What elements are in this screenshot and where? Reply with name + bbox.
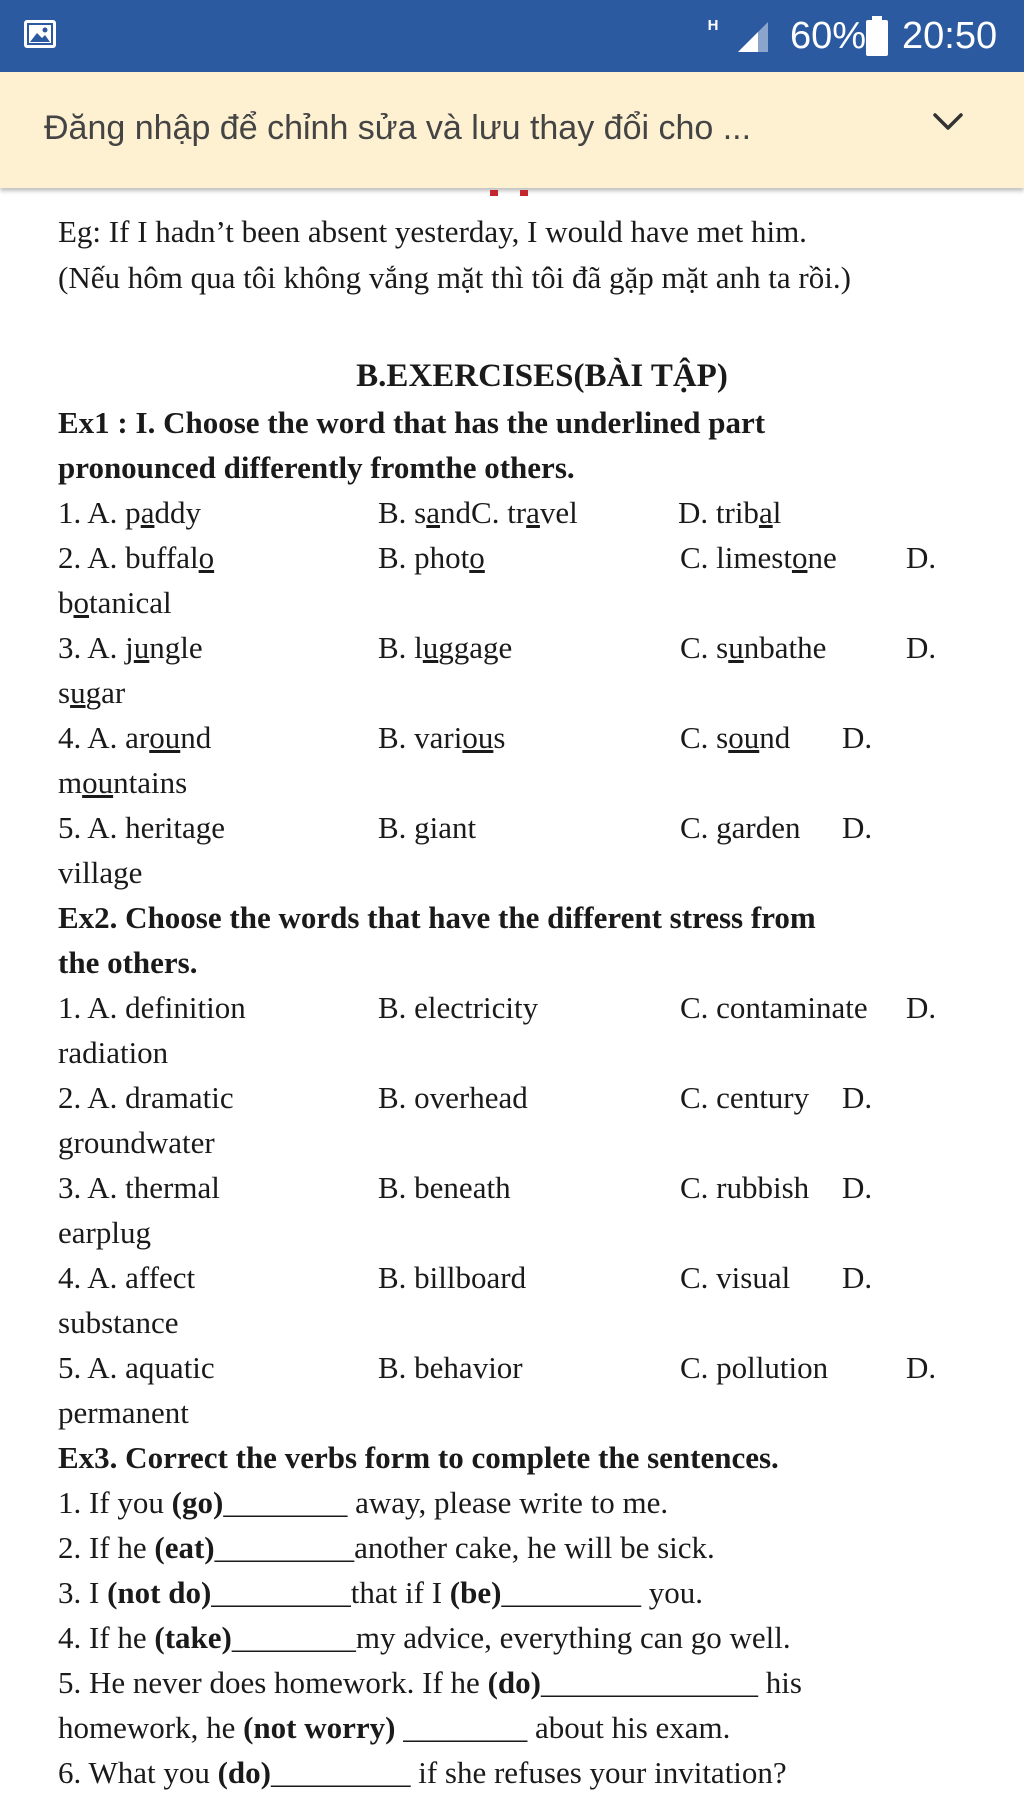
option-d: D.	[842, 810, 873, 845]
ex3-sentence-3: 3. I (not do)_________that if I (be)_________ you.	[58, 1575, 703, 1610]
ex2-question-2-wrap: groundwater	[58, 1125, 215, 1160]
battery-icon	[866, 20, 888, 56]
option-d: D.	[842, 720, 873, 755]
ex3-title: Ex3. Correct the verbs form to complete the sentences.	[58, 1440, 779, 1475]
option-d: D.	[842, 1260, 873, 1295]
clock: 20:50	[902, 15, 998, 57]
status-bar	[0, 0, 1024, 72]
ex2-question-3-wrap: earplug	[58, 1215, 151, 1250]
ex3-sentence-6: 6. What you (do)_________ if she refuses your invitation?	[58, 1755, 787, 1790]
ex1-question-2	[58, 538, 1008, 578]
ex2-question-3	[58, 1168, 1008, 1208]
option-a: 4. A. affect	[58, 1260, 196, 1295]
ex1-question-5-wrap: village	[58, 855, 143, 890]
ex2-title-cont: the others.	[58, 945, 198, 980]
option-a: 2. A. dramatic	[58, 1080, 234, 1115]
ex2-question-5-wrap: permanent	[58, 1395, 189, 1430]
option-c: C. pollution	[680, 1350, 829, 1385]
option-b-c: B. sandC. travel	[378, 495, 578, 530]
login-banner[interactable]	[0, 72, 1024, 188]
ex1-question-3	[58, 628, 1008, 668]
ex1-question-5	[58, 808, 1008, 848]
ex1-question-3-wrap: sugar	[58, 675, 126, 710]
ex3-sentence-1: 1. If you (go)________ away, please write to me.	[58, 1485, 669, 1520]
ex2-question-1	[58, 988, 1008, 1028]
ex1-question-4-wrap: mountains	[58, 765, 188, 800]
option-b: B. behavior	[378, 1350, 523, 1385]
option-d: D.	[906, 540, 937, 575]
option-b: B. overhead	[378, 1080, 528, 1115]
option-a: 1. A. paddy	[58, 495, 201, 530]
ex2-title: Ex2. Choose the words that have the different stress from	[58, 900, 816, 935]
option-d: D. tribal	[678, 495, 782, 530]
example-translation: (Nếu hôm qua tôi không vắng mặt thì tôi đã gặp mặt anh ta rồi.)	[58, 260, 851, 295]
option-c: C. visual	[680, 1260, 791, 1295]
option-d: D.	[906, 990, 937, 1025]
option-b: B. giant	[378, 810, 477, 845]
option-b: B. various	[378, 720, 506, 755]
option-a: 5. A. aquatic	[58, 1350, 215, 1385]
option-b: B. electricity	[378, 990, 539, 1025]
option-c: C. sound	[680, 720, 791, 755]
banner-text: Đăng nhập để chỉnh sửa và lưu thay đổi cho ...	[44, 109, 752, 147]
option-a: 2. A. buffalo	[58, 540, 215, 575]
option-c: C. limestone	[680, 540, 837, 575]
option-c: C. century	[680, 1080, 810, 1115]
option-c: C. contaminate	[680, 990, 868, 1025]
ex3-sentence-5-cont: homework, he (not worry) ________ about his exam.	[58, 1710, 731, 1745]
example-sentence: Eg: If I hadn’t been absent yesterday, I would have met him.	[58, 214, 807, 249]
ex3-sentence-4: 4. If he (take)________my advice, everything can go well.	[58, 1620, 791, 1655]
ex1-title-cont: pronounced differently fromthe others.	[58, 450, 575, 485]
option-d: D.	[906, 630, 937, 665]
gallery-icon	[24, 20, 56, 48]
ex1-question-1	[58, 493, 1008, 533]
option-a: 3. A. thermal	[58, 1170, 220, 1205]
ex2-question-4	[58, 1258, 1008, 1298]
ex2-question-5	[58, 1348, 1008, 1388]
section-title: B.EXERCISES(BÀI TẬP)	[356, 358, 728, 394]
cropped-text-fragment	[486, 190, 530, 196]
option-b: B. billboard	[378, 1260, 527, 1295]
option-a: 4. A. around	[58, 720, 212, 755]
option-d: D.	[842, 1080, 873, 1115]
network-type: H	[707, 17, 719, 34]
option-d: D.	[906, 1350, 937, 1385]
option-a: 5. A. heritage	[58, 810, 226, 845]
option-c: C. garden	[680, 810, 801, 845]
option-d: D.	[842, 1170, 873, 1205]
option-b: B. photo	[378, 540, 485, 575]
signal-icon	[738, 22, 768, 52]
ex1-question-2-wrap: botanical	[58, 585, 172, 620]
battery-percent: 60%	[790, 15, 867, 57]
option-c: C. sunbathe	[680, 630, 827, 665]
option-b: B. luggage	[378, 630, 513, 665]
chevron-down-icon[interactable]	[932, 112, 964, 132]
option-b: B. beneath	[378, 1170, 511, 1205]
ex2-question-2	[58, 1078, 1008, 1118]
ex2-question-4-wrap: substance	[58, 1305, 179, 1340]
ex1-question-4	[58, 718, 1008, 758]
option-a: 3. A. jungle	[58, 630, 203, 665]
ex1-title: Ex1 : I. Choose the word that has the underlined part	[58, 405, 766, 440]
ex2-question-1-wrap: radiation	[58, 1035, 169, 1070]
ex3-sentence-5: 5. He never does homework. If he (do)______________ his	[58, 1665, 802, 1700]
option-c: C. rubbish	[680, 1170, 810, 1205]
option-a: 1. A. definition	[58, 990, 246, 1025]
ex3-sentence-2: 2. If he (eat)_________another cake, he will be sick.	[58, 1530, 715, 1565]
